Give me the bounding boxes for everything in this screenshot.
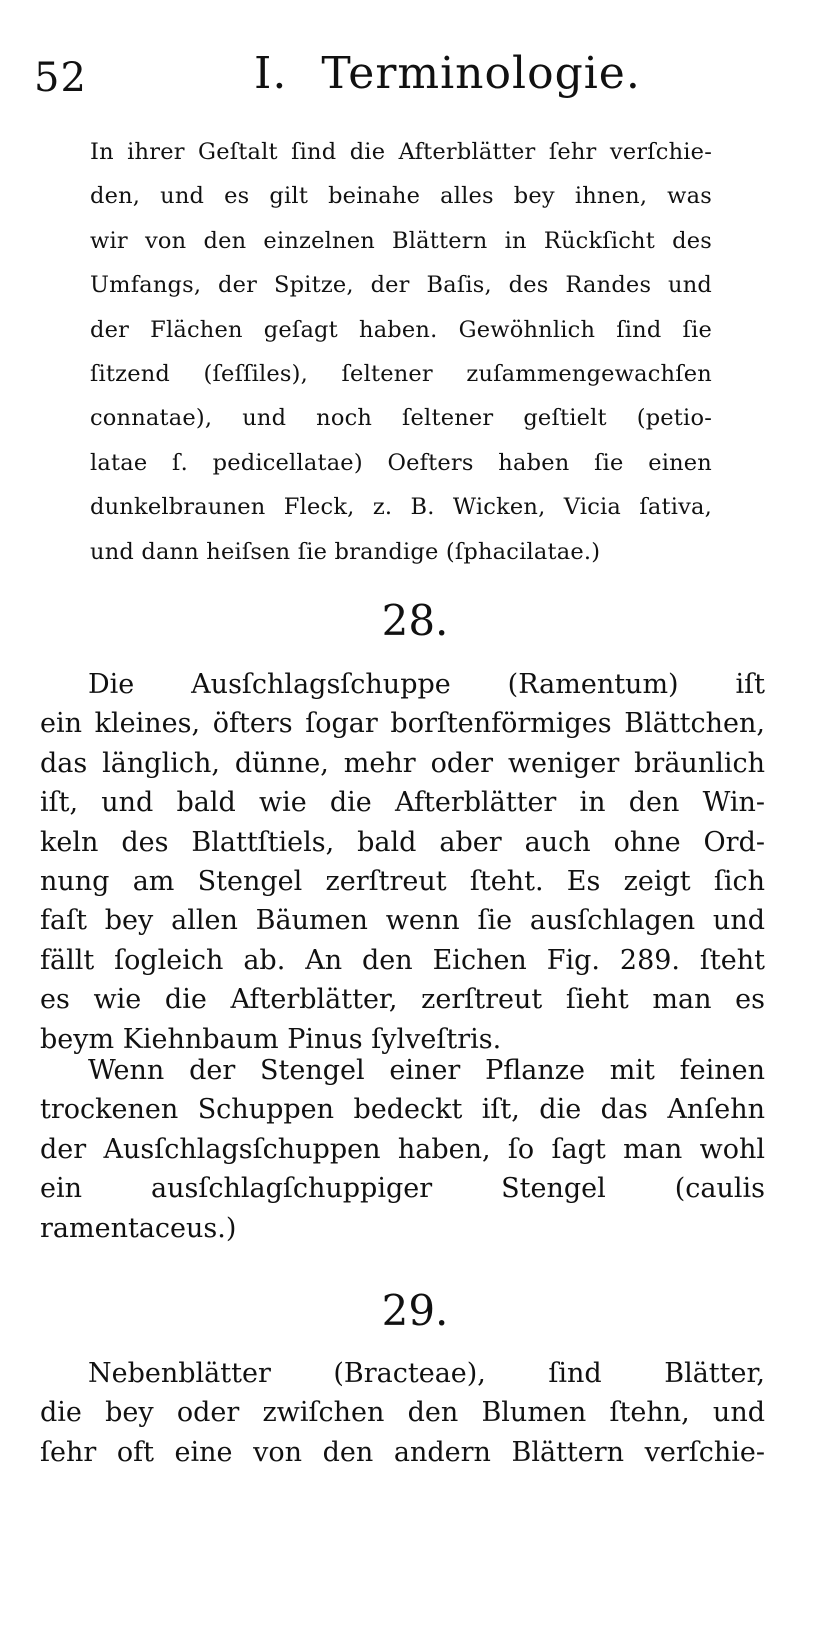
running-title <box>254 48 641 99</box>
running-header <box>34 48 790 108</box>
text-line: beym Kiehnbaum Pinus ſylveſtris. <box>40 1023 502 1055</box>
text-line: keln des Blattſtiels, bald aber auch ohne Ord- <box>40 826 765 858</box>
text-line: ſehr oft eine von den andern Blättern verſchie- <box>40 1436 765 1468</box>
chapter-numeral: I. <box>254 48 288 99</box>
text-line: latae ſ. pedicellatae) Oefters haben ſie einen <box>90 449 712 476</box>
text-line: Umfangs, der Spitze, der Baſis, des Randes und <box>90 272 712 299</box>
text-line: In ihrer Geſtalt ſind die Afterblätter ſehr verſchie- <box>90 139 712 165</box>
paragraph-afterblaetter-continued <box>90 130 712 574</box>
text-line: das länglich, dünne, mehr oder weniger bräunlich <box>40 747 765 779</box>
paragraph-stengel <box>40 1051 765 1248</box>
text-line: der Flächen geſagt haben. Gewöhnlich ſind ſie <box>90 316 712 343</box>
section-number-28: 28. <box>381 596 449 645</box>
text-line: ramentaceus.) <box>40 1212 237 1244</box>
text-line: connatae), und noch ſeltener geſtielt (petio- <box>90 405 712 432</box>
chapter-title: Terminologie. <box>321 48 641 99</box>
text-line: Nebenblätter (Bracteae), ſind Blätter, <box>88 1358 765 1389</box>
text-line: wir von den einzelnen Blättern in Rückſicht des <box>90 227 712 254</box>
text-line: dunkelbraunen Fleck, z. B. Wicken, Vicia ſativa, <box>90 494 712 521</box>
text-line: Wenn der Stengel einer Pflanze mit feinen <box>88 1055 765 1086</box>
text-line: es wie die Afterblätter, zerſtreut ſieht man es <box>40 984 765 1016</box>
text-line: ſitzend (ſeſſiles), ſeltener zuſammengewachſen <box>90 361 712 388</box>
text-line: den, und es gilt beinahe alles bey ihnen, was <box>90 183 712 210</box>
text-line: nung am Stengel zerſtreut ſteht. Es zeigt ſich <box>40 866 765 898</box>
paragraph-ausschlagsschuppe <box>40 665 765 1059</box>
text-line: trockenen Schuppen bedeckt iſt, die das Anſehn <box>40 1094 765 1126</box>
paragraph-nebenblaetter <box>40 1354 765 1472</box>
text-line: die bey oder zwiſchen den Blumen ſtehn, und <box>40 1397 765 1429</box>
text-line: der Ausſchlagsſchuppen haben, ſo ſagt man wohl <box>40 1133 765 1165</box>
text-line: iſt, und bald wie die Afterblätter in den Win- <box>40 787 765 819</box>
page-number: 52 <box>34 55 87 101</box>
text-line: fällt ſogleich ab. An den Eichen Fig. 289. ſteht <box>40 944 765 976</box>
text-line: ein ausſchlagſchuppiger Stengel (caulis <box>40 1173 765 1205</box>
section-number-29: 29. <box>381 1286 449 1335</box>
text-line: Die Ausſchlagsſchuppe (Ramentum) iſt <box>88 669 765 700</box>
text-line: faſt bey allen Bäumen wenn ſie ausſchlagen und <box>40 905 765 937</box>
text-line: ein kleines, öfters ſogar borſtenförmiges Blättchen, <box>40 708 765 740</box>
text-line: und dann heiſsen ſie brandige (ſphacilatae.) <box>90 538 601 565</box>
